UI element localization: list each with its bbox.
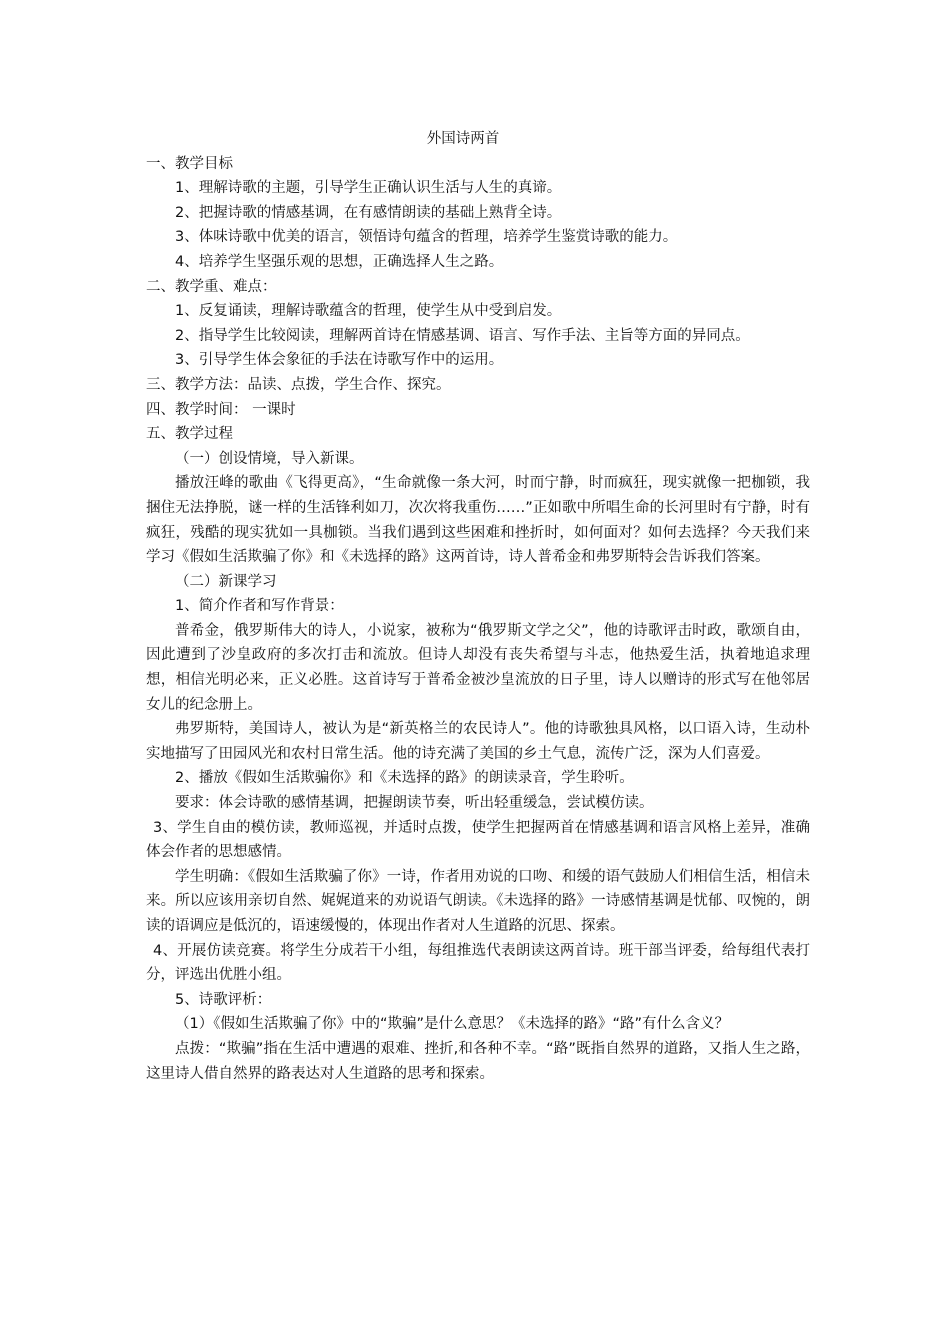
paragraph: 3、学生自由的模仿读，教师巡视，并适时点拨，使学生把握两首在情感基调和语言风格上差异，准确体会作者的思想感情。 bbox=[146, 819, 810, 861]
document-page bbox=[146, 127, 810, 1086]
paragraph: （1）《假如生活欺骗了你》中的“欺骗”是什么意思？《未选择的路》“路”有什么含义？ bbox=[175, 1016, 730, 1033]
paragraph: 弗罗斯特，美国诗人，被认为是“新英格兰的农民诗人”。他的诗歌独具风格，以口语入诗，生动朴实地描写了田园风光和农村日常生活。他的诗充满了美国的乡土气息，流传广泛，深为人们喜爱。 bbox=[146, 721, 810, 762]
paragraph: 点拨：“欺骗”指在生活中遭遇的艰难、挫折,和各种不幸。“路”既指自然界的道路，又指人生之路，这里诗人借自然界的路表达对人生道路的思考和探索。 bbox=[146, 1040, 810, 1082]
document-body bbox=[146, 152, 810, 1087]
paragraph: 二、教学重、难点： bbox=[146, 278, 277, 295]
paragraph: 要求：体会诗歌的感情基调，把握朗读节奏，听出轻重缓急，尝试模仿读。 bbox=[175, 795, 654, 812]
paragraph: 1、简介作者和写作背景： bbox=[175, 598, 344, 615]
paragraph: 4、开展仿读竞赛。将学生分成若干小组，每组推选代表朗读这两首诗。班干部当评委，给每组代表打分，评选出优胜小组。 bbox=[146, 942, 810, 984]
paragraph: 1、反复诵读，理解诗歌蕴含的哲理，使学生从中受到启发。 bbox=[175, 303, 562, 320]
paragraph: 2、把握诗歌的情感基调，在有感情朗读的基础上熟背全诗。 bbox=[175, 204, 562, 221]
paragraph: 3、体味诗歌中优美的语言，领悟诗句蕴含的哲理，培养学生鉴赏诗歌的能力。 bbox=[175, 229, 678, 246]
paragraph: 学生明确：《假如生活欺骗了你》一诗，作者用劝说的口吻、和缓的语气鼓励人们相信生活，相信未来。所以应该用亲切自然、娓娓道来的劝说语气朗读。《未选择的路》一诗感情基调是忧郁、叹惋的，朗读的语调应是低沉的，语速缓慢的，体现出作者对人生道路的沉思、探索。 bbox=[146, 868, 810, 934]
paragraph: 播放汪峰的歌曲《飞得更高》，“生命就像一条大河，时而宁静，时而疯狂，现实就像一把枷锁，我捆住无法挣脱，谜一样的生活锋利如刀，次次将我重伤……”正如歌中所唱生命的长河里时有宁静，时有疯狂，残酷的现实犹如一具枷锁。当我们遇到这些困难和挫折时，如何面对？如何去选择？今天我们来学习《假如生活欺骗了你》和《未选择的路》这两首诗，诗人普希金和弗罗斯特会告诉我们答案。 bbox=[146, 475, 810, 566]
paragraph: 2、播放《假如生活欺骗你》和《未选择的路》的朗读录音，学生聆听。 bbox=[175, 770, 634, 787]
paragraph: 2、指导学生比较阅读，理解两首诗在情感基调、语言、写作手法、主旨等方面的异同点。 bbox=[175, 327, 750, 344]
paragraph: （一）创设情境，导入新课。 bbox=[175, 450, 364, 467]
paragraph: 1、理解诗歌的主题，引导学生正确认识生活与人生的真谛。 bbox=[175, 180, 562, 197]
paragraph: 普希金，俄罗斯伟大的诗人，小说家，被称为“俄罗斯文学之父”，他的诗歌评击时政，歌颂自由，因此遭到了沙皇政府的多次打击和流放。但诗人却没有丧失希望与斗志，他热爱生活，执着地追求理想，相信光明必来，正义必胜。这首诗写于普希金被沙皇流放的日子里，诗人以赠诗的形式写在他邻居女儿的纪念册上。 bbox=[146, 622, 810, 713]
document-title: 外国诗两首 bbox=[426, 131, 500, 147]
paragraph: 4、培养学生坚强乐观的思想，正确选择人生之路。 bbox=[175, 253, 504, 270]
paragraph: （二）新课学习 bbox=[175, 573, 277, 590]
paragraph: 四、教学时间： 一课时 bbox=[146, 401, 296, 418]
paragraph: 三、教学方法：品读、点拨，学生合作、探究。 bbox=[146, 376, 451, 393]
paragraph: 5、诗歌评析： bbox=[175, 991, 272, 1008]
paragraph: 五、教学过程 bbox=[146, 426, 233, 443]
paragraph: 一、教学目标 bbox=[146, 155, 233, 172]
paragraph: 3、引导学生体会象征的手法在诗歌写作中的运用。 bbox=[175, 352, 504, 369]
